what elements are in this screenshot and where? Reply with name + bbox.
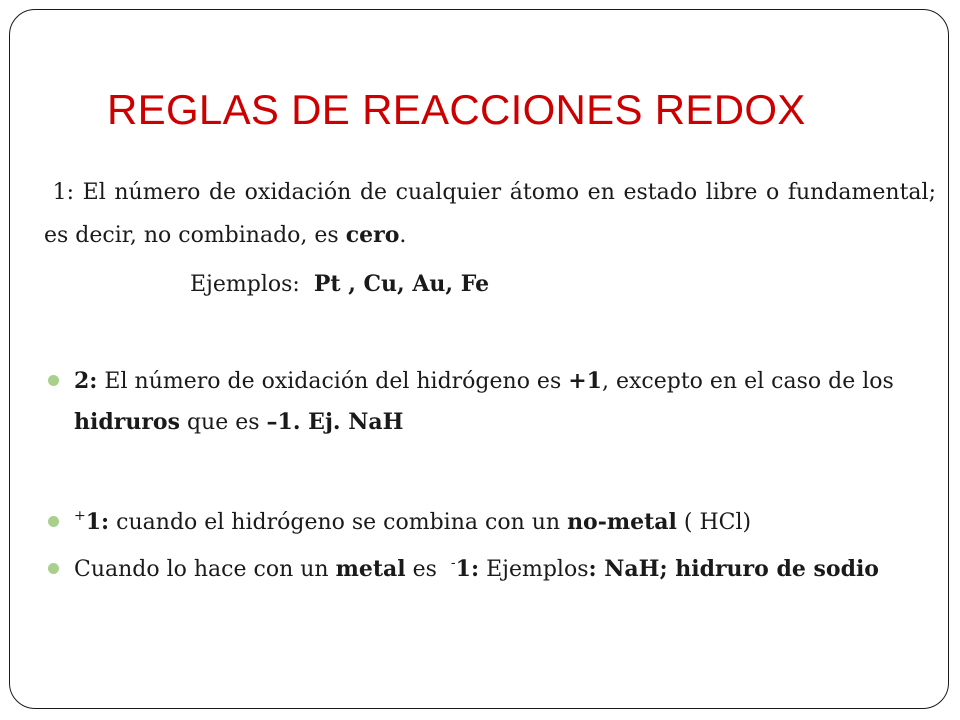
- bullet-icon: [48, 375, 59, 386]
- bullet-3-bold-word: no-metal: [567, 509, 677, 535]
- bullet-4-bold-tail: : NaH; hidruro de sodio: [588, 556, 879, 582]
- rule-2-text-b: , excepto en el caso de los: [602, 369, 894, 394]
- examples-line: [190, 268, 489, 301]
- rule-1-end: .: [399, 223, 407, 248]
- examples-items: Pt , Cu, Au, Fe: [313, 271, 490, 297]
- list-item-rule-2: [44, 361, 936, 443]
- bullet-4-text-a: Cuando lo hace con un: [74, 557, 336, 582]
- bullet-4-bold-word: metal: [335, 556, 406, 582]
- bullet-3-superscript: +: [74, 508, 86, 524]
- rule-2-bold-word: hidruros: [74, 409, 180, 435]
- slide-title: REGLAS DE REACCIONES REDOX: [107, 86, 806, 133]
- bullet-3-number: 1:: [85, 509, 110, 535]
- bullet-3-text-a: cuando el hidrógeno se combina con un: [109, 510, 568, 535]
- rule-1-bold-word: cero: [345, 222, 400, 248]
- rule-2-minus-one: –1. Ej. NaH: [266, 409, 404, 435]
- bullet-4-number: 1:: [455, 556, 480, 582]
- list-item-positive-one: [44, 502, 936, 543]
- bullet-4-superscript: -: [450, 555, 456, 571]
- bullet-3-text-b: ( HCl): [676, 510, 752, 535]
- bullet-icon: [48, 516, 59, 527]
- rule-2-plus-one: +1: [568, 368, 602, 394]
- rule-1-number: 1: [52, 180, 67, 205]
- rule-2-text-c: que es: [179, 410, 267, 435]
- rule-1-text: El número de oxidación de cualquier átomo en estado libre o fundamental; es decir, no combinado, es: [44, 180, 936, 248]
- rule-2-number: 2:: [74, 368, 98, 394]
- rule-1-separator: :: [66, 180, 83, 205]
- list-item-negative-one: [44, 549, 936, 590]
- rule-2-text-a: El número de oxidación del hidrógeno es: [97, 369, 569, 394]
- bullet-icon: [48, 563, 59, 574]
- bullet-4-text-c: Ejemplos: [479, 557, 589, 582]
- rule-1-paragraph: [44, 172, 936, 257]
- bullet-4-text-b: es: [405, 557, 444, 582]
- examples-label: Ejemplos:: [190, 272, 307, 297]
